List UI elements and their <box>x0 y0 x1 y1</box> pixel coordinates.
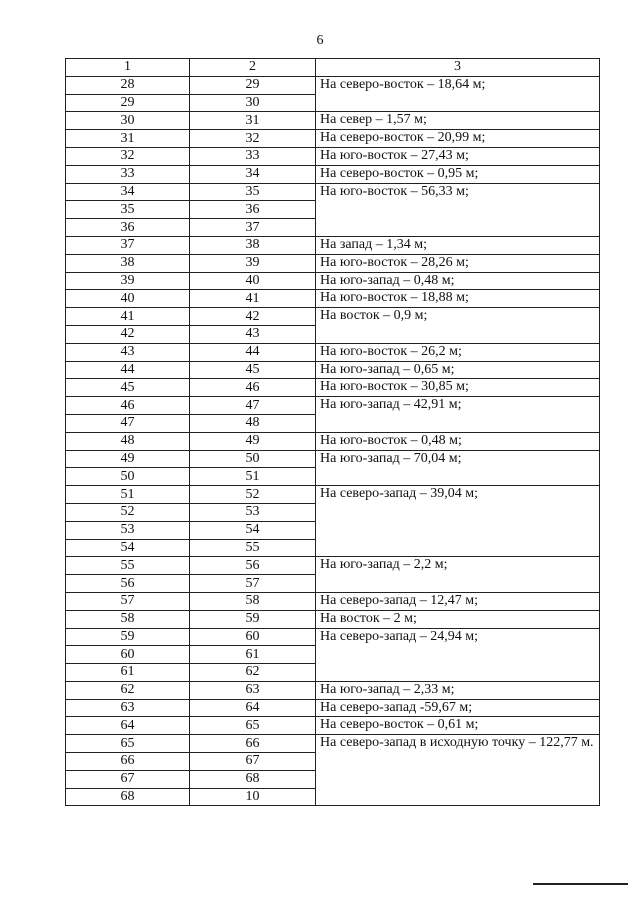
point-to-cell: 43 <box>190 325 316 343</box>
point-to-cell: 10 <box>190 788 316 806</box>
point-to-cell: 42 <box>190 308 316 326</box>
point-to-cell: 48 <box>190 414 316 432</box>
point-to-cell: 51 <box>190 468 316 486</box>
point-from-cell: 50 <box>66 468 190 486</box>
point-from-cell: 53 <box>66 521 190 539</box>
point-from-cell: 64 <box>66 717 190 735</box>
table-row <box>66 308 600 326</box>
point-to-cell: 31 <box>190 112 316 130</box>
point-to-cell: 58 <box>190 592 316 610</box>
point-to-cell: 65 <box>190 717 316 735</box>
point-from-cell: 41 <box>66 308 190 326</box>
table-header-row <box>66 59 600 77</box>
table-row <box>66 628 600 646</box>
table-row <box>66 236 600 254</box>
point-to-cell: 60 <box>190 628 316 646</box>
point-to-cell: 49 <box>190 432 316 450</box>
point-from-cell: 40 <box>66 290 190 308</box>
direction-cell: На северо-восток – 20,99 м; <box>316 130 600 148</box>
point-from-cell: 65 <box>66 735 190 753</box>
point-from-cell: 35 <box>66 201 190 219</box>
point-from-cell: 48 <box>66 432 190 450</box>
point-from-cell: 31 <box>66 130 190 148</box>
direction-cell: На юго-восток – 0,48 м; <box>316 432 600 450</box>
point-from-cell: 32 <box>66 147 190 165</box>
table-row <box>66 699 600 717</box>
point-from-cell: 44 <box>66 361 190 379</box>
point-to-cell: 55 <box>190 539 316 557</box>
point-from-cell: 57 <box>66 592 190 610</box>
direction-cell: На северо-запад – 39,04 м; <box>316 486 600 557</box>
point-to-cell: 39 <box>190 254 316 272</box>
table-row <box>66 76 600 94</box>
table-row <box>66 735 600 753</box>
point-from-cell: 45 <box>66 379 190 397</box>
point-to-cell: 64 <box>190 699 316 717</box>
point-to-cell: 54 <box>190 521 316 539</box>
header-col-3: 3 <box>316 59 600 77</box>
direction-cell: На юго-восток – 30,85 м; <box>316 379 600 397</box>
table-row <box>66 183 600 201</box>
table-row <box>66 717 600 735</box>
table-row <box>66 450 600 468</box>
point-from-cell: 52 <box>66 503 190 521</box>
direction-cell: На юго-восток – 27,43 м; <box>316 147 600 165</box>
point-from-cell: 55 <box>66 557 190 575</box>
direction-cell: На юго-запад – 0,65 м; <box>316 361 600 379</box>
point-to-cell: 36 <box>190 201 316 219</box>
point-to-cell: 62 <box>190 664 316 682</box>
table-row <box>66 681 600 699</box>
direction-cell: На юго-запад – 2,33 м; <box>316 681 600 699</box>
header-col-1: 1 <box>66 59 190 77</box>
table-body <box>66 59 600 806</box>
point-from-cell: 62 <box>66 681 190 699</box>
point-to-cell: 29 <box>190 76 316 94</box>
point-to-cell: 40 <box>190 272 316 290</box>
point-to-cell: 67 <box>190 753 316 771</box>
point-from-cell: 34 <box>66 183 190 201</box>
point-from-cell: 63 <box>66 699 190 717</box>
table-row <box>66 254 600 272</box>
point-from-cell: 30 <box>66 112 190 130</box>
page-number: 6 <box>316 33 324 48</box>
point-from-cell: 67 <box>66 770 190 788</box>
point-to-cell: 52 <box>190 486 316 504</box>
point-from-cell: 59 <box>66 628 190 646</box>
table-row <box>66 272 600 290</box>
point-to-cell: 61 <box>190 646 316 664</box>
direction-cell: На восток – 2 м; <box>316 610 600 628</box>
direction-cell: На северо-запад – 12,47 м; <box>316 592 600 610</box>
direction-cell: На северо-восток – 0,95 м; <box>316 165 600 183</box>
point-from-cell: 39 <box>66 272 190 290</box>
point-to-cell: 34 <box>190 165 316 183</box>
table-row <box>66 343 600 361</box>
direction-cell: На северо-восток – 18,64 м; <box>316 76 600 112</box>
point-from-cell: 51 <box>66 486 190 504</box>
point-to-cell: 33 <box>190 147 316 165</box>
direction-cell: На юго-восток – 26,2 м; <box>316 343 600 361</box>
table-row <box>66 290 600 308</box>
point-from-cell: 36 <box>66 219 190 237</box>
table-row <box>66 165 600 183</box>
point-to-cell: 59 <box>190 610 316 628</box>
direction-cell: На юго-восток – 28,26 м; <box>316 254 600 272</box>
table-row <box>66 147 600 165</box>
direction-cell: На север – 1,57 м; <box>316 112 600 130</box>
point-from-cell: 47 <box>66 414 190 432</box>
point-from-cell: 61 <box>66 664 190 682</box>
table-row <box>66 130 600 148</box>
point-to-cell: 38 <box>190 236 316 254</box>
point-from-cell: 38 <box>66 254 190 272</box>
direction-cell: На юго-восток – 18,88 м; <box>316 290 600 308</box>
direction-cell: На запад – 1,34 м; <box>316 236 600 254</box>
point-to-cell: 56 <box>190 557 316 575</box>
point-from-cell: 49 <box>66 450 190 468</box>
point-to-cell: 53 <box>190 503 316 521</box>
table-row <box>66 112 600 130</box>
direction-cell: На северо-восток – 0,61 м; <box>316 717 600 735</box>
table-row <box>66 432 600 450</box>
bottom-rule <box>533 883 628 885</box>
point-to-cell: 50 <box>190 450 316 468</box>
direction-cell: На северо-запад – 24,94 м; <box>316 628 600 681</box>
point-to-cell: 41 <box>190 290 316 308</box>
direction-cell: На юго-запад – 2,2 м; <box>316 557 600 593</box>
point-to-cell: 35 <box>190 183 316 201</box>
point-from-cell: 43 <box>66 343 190 361</box>
direction-cell: На юго-запад – 42,91 м; <box>316 397 600 433</box>
point-from-cell: 54 <box>66 539 190 557</box>
table-row <box>66 361 600 379</box>
point-to-cell: 63 <box>190 681 316 699</box>
point-from-cell: 56 <box>66 575 190 593</box>
point-to-cell: 47 <box>190 397 316 415</box>
point-from-cell: 33 <box>66 165 190 183</box>
table-row <box>66 592 600 610</box>
table-row <box>66 397 600 415</box>
point-from-cell: 29 <box>66 94 190 112</box>
direction-cell: На восток – 0,9 м; <box>316 308 600 344</box>
table-row <box>66 610 600 628</box>
point-from-cell: 68 <box>66 788 190 806</box>
point-from-cell: 66 <box>66 753 190 771</box>
table-row <box>66 557 600 575</box>
point-to-cell: 46 <box>190 379 316 397</box>
point-to-cell: 68 <box>190 770 316 788</box>
point-to-cell: 45 <box>190 361 316 379</box>
point-from-cell: 46 <box>66 397 190 415</box>
direction-cell: На северо-запад в исходную точку – 122,77 м. <box>316 735 600 806</box>
point-to-cell: 44 <box>190 343 316 361</box>
direction-cell: На юго-восток – 56,33 м; <box>316 183 600 236</box>
table-row <box>66 379 600 397</box>
point-from-cell: 28 <box>66 76 190 94</box>
direction-cell: На юго-запад – 70,04 м; <box>316 450 600 486</box>
table-row <box>66 486 600 504</box>
point-to-cell: 30 <box>190 94 316 112</box>
point-to-cell: 37 <box>190 219 316 237</box>
point-from-cell: 37 <box>66 236 190 254</box>
header-col-2: 2 <box>190 59 316 77</box>
point-to-cell: 32 <box>190 130 316 148</box>
point-from-cell: 42 <box>66 325 190 343</box>
point-from-cell: 60 <box>66 646 190 664</box>
direction-cell: На северо-запад -59,67 м; <box>316 699 600 717</box>
point-to-cell: 57 <box>190 575 316 593</box>
point-to-cell: 66 <box>190 735 316 753</box>
direction-cell: На юго-запад – 0,48 м; <box>316 272 600 290</box>
boundary-table <box>65 58 600 806</box>
point-from-cell: 58 <box>66 610 190 628</box>
